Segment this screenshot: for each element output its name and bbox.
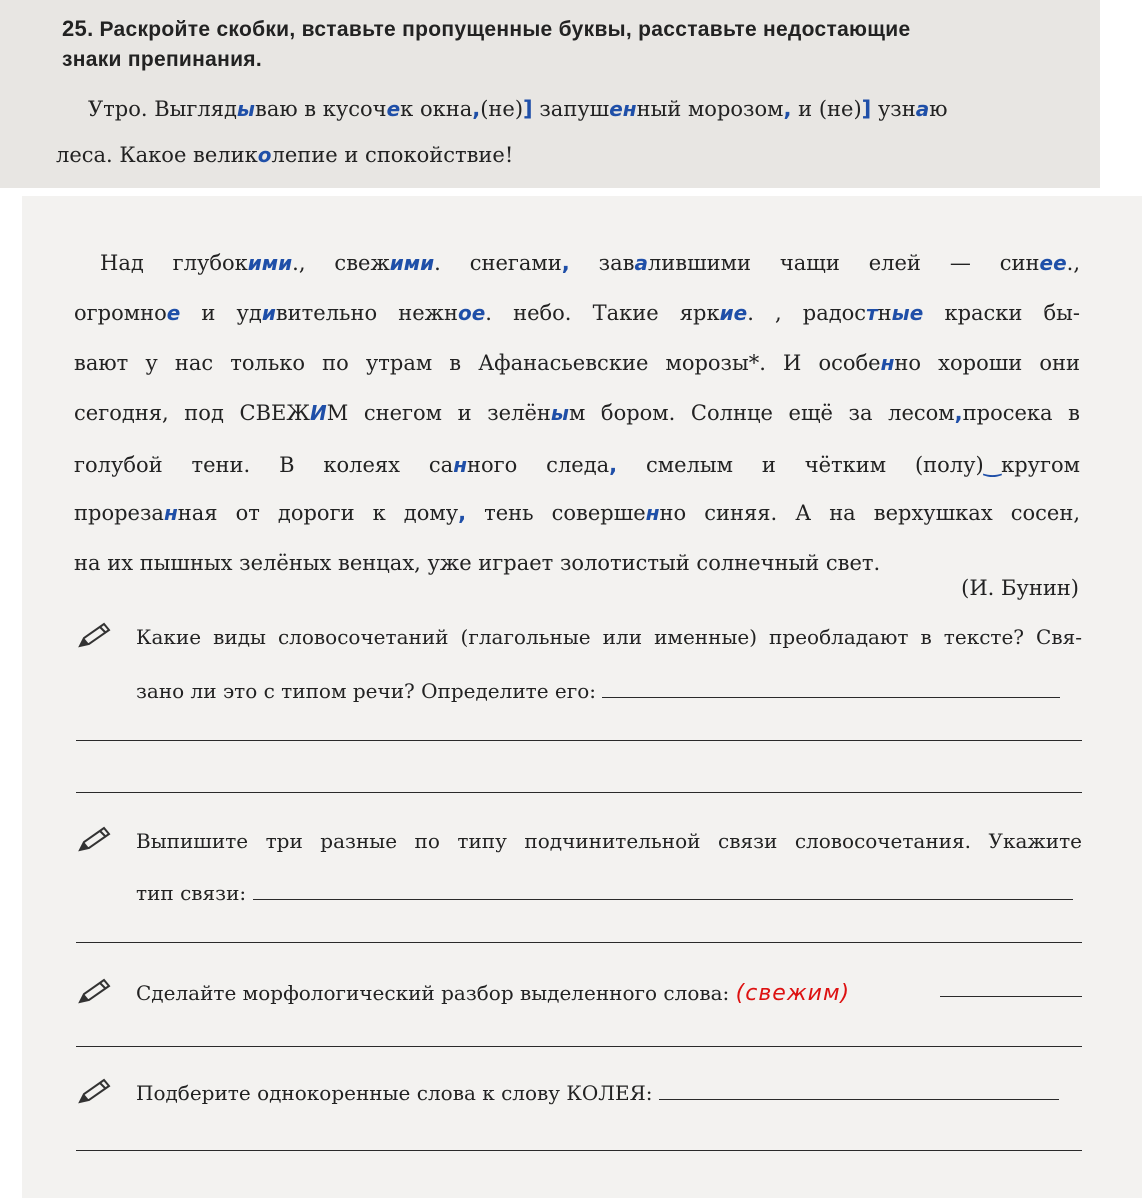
inserted-letter: н (645, 501, 660, 525)
answer-line[interactable] (76, 1046, 1082, 1047)
exercise-text-line2: леса. Какое великолепие и спокойствие! (56, 143, 514, 167)
inserted-comma: , (783, 97, 792, 121)
answer-line[interactable] (76, 1150, 1082, 1151)
inserted-comma: , (472, 97, 481, 121)
pencil-icon (76, 978, 112, 1006)
inserted-letter: е (386, 97, 401, 121)
task2-line2: тип связи: (136, 878, 1082, 908)
text-line-3: вают у нас только по утрам в Афанасьевские морозы*. И особенно хороши они (74, 351, 1081, 375)
inserted-comma: , (458, 501, 467, 525)
text-line-1: Над глубокими., свежими. снегами, завалившими чащи елей — синее., (100, 251, 1080, 275)
inserted-letter: ы (236, 97, 255, 121)
inserted-letter: а (915, 97, 930, 121)
inserted-comma: , (954, 401, 963, 425)
inserted-letter: ие (719, 301, 748, 325)
inserted-letter: ые (891, 301, 924, 325)
author: (И. Бунин) (961, 576, 1079, 600)
handwritten-answer: (свежим) (735, 981, 851, 1006)
inserted-letter: ы (550, 401, 569, 425)
answer-line[interactable] (76, 942, 1082, 943)
inserted-letter: о (257, 143, 272, 167)
inserted-letter: ее (1039, 251, 1067, 275)
answer-line[interactable] (76, 792, 1082, 793)
bracket-mark: ] (523, 97, 533, 121)
answer-line[interactable] (602, 677, 1060, 698)
inserted-letter: а (634, 251, 648, 275)
bracket-mark: ] (861, 97, 872, 121)
answer-line[interactable] (659, 1079, 1059, 1100)
text-line-5: голубой тени. В колеях санного следа, смелым и чётким (полу)‿кругом (74, 453, 1080, 477)
pencil-icon (76, 826, 112, 854)
text-line-7: на их пышных зелёных венцах, уже играет золотистый солнечный свет. (74, 551, 881, 575)
exercise-instruction-line1: Раскройте скобки, вставьте пропущенные буквы, расставьте недостающие (99, 18, 911, 41)
pencil-icon (76, 1078, 112, 1106)
inserted-letter: И (309, 401, 327, 425)
task3-line: Сделайте морфологический разбор выделенного слова: (свежим) (136, 981, 851, 1006)
inserted-comma: , (561, 251, 570, 275)
task1-line1: Какие виды словосочетаний (глагольные или именные) преобладают в тексте? Свя- (136, 625, 1082, 649)
text-line-2: огромное и удивительно нежное. небо. Такие яркие. , радостные краски бы- (74, 301, 1080, 325)
exercise-instruction-line2: знаки препинания. (62, 48, 262, 71)
inserted-letter: е (166, 301, 181, 325)
inserted-letter: и (261, 301, 276, 325)
exercise-text-line1: Утро. Выглядываю в кусочек окна,(не)] запушенный морозом, и (не)] узнаю (88, 97, 948, 121)
task1-line2: зано ли это с типом речи? Определите его: (136, 676, 1082, 706)
task2-line1: Выпишите три разные по типу подчинительной связи словосочетания. Укажите (136, 829, 1082, 853)
inserted-letter: ими (389, 251, 435, 275)
inserted-letter: н (453, 453, 468, 477)
exercise-number: 25. (62, 16, 94, 41)
inserted-letter: ими (247, 251, 293, 275)
text-line-6: прорезанная от дороги к дому, тень совершенно синяя. А на верхушках сосен, (74, 501, 1080, 525)
inserted-comma: , (609, 453, 618, 477)
inserted-letter: ен (609, 97, 637, 121)
inserted-letter: н (163, 501, 178, 525)
text-line-4: сегодня, под СВЕЖИМ снегом и зелёным бором. Солнце ещё за лесом,просека в (74, 401, 1081, 425)
answer-line[interactable] (253, 879, 1073, 900)
inserted-letter: т (866, 301, 878, 325)
answer-line[interactable] (76, 740, 1082, 741)
inserted-letter: ое (457, 301, 486, 325)
pencil-icon (76, 622, 112, 650)
answer-line[interactable] (940, 996, 1082, 997)
inserted-letter: н (880, 351, 895, 375)
task4-line: Подберите однокоренные слова к слову КОЛЕЯ: (136, 1078, 1082, 1108)
joined-mark: ‿ (983, 453, 1002, 477)
exercise-heading (62, 14, 1072, 75)
